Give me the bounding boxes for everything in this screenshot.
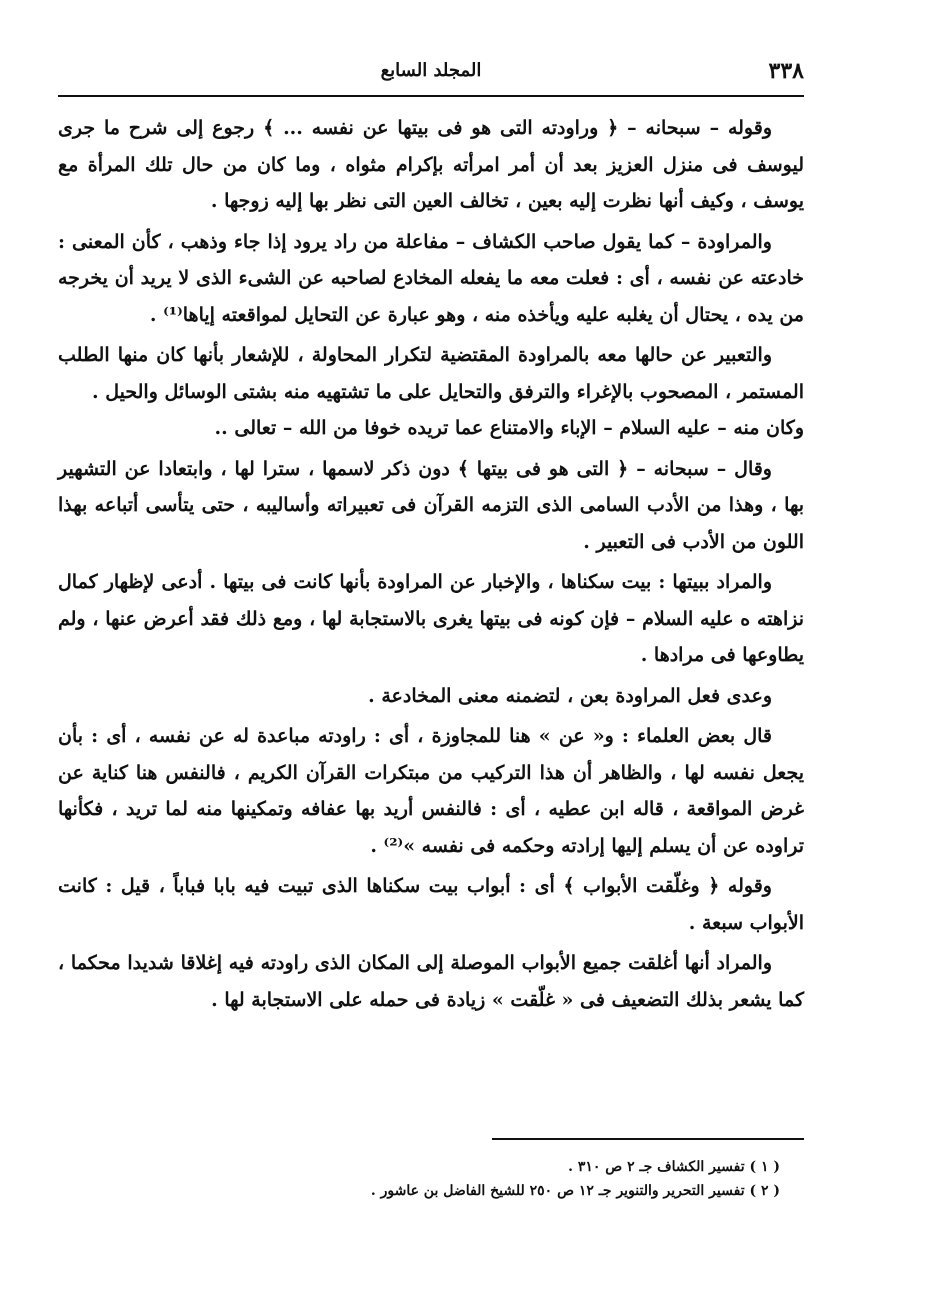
footnotes xyxy=(58,1155,804,1203)
paragraph: والمراد ببيتها : بيت سكناها ، والإخبار عن المراودة بأنها كانت فى بيتها . أدعى لإظهار كمال نزاهته ه عليه السلام – فإن كونه فى بيتها يغرى بالاستجابة لها ، ومع ذلك فقد أعرض عنها ، ولم يطاوعها فى مرادها . xyxy=(58,571,804,666)
footnote-rule xyxy=(492,1138,804,1140)
paragraph: وقال – سبحانه – ﴿ التى هو فى بيتها ﴾ دون ذكر لاسمها ، سترا لها ، وابتعادا عن التشهير بها ، وهذا من الأدب السامى الذى التزمه القرآن فى تعبيراته وأساليبه ، حتى يتأسى أتباعه بهذا اللون من الأدب فى التعبير . xyxy=(58,457,804,553)
paragraph: والمراد أنها أغلقت جميع الأبواب الموصلة إلى المكان الذى راودته فيه إغلاقا شديدا محكما ، كما يشعر بذلك التضعيف فى « غلّقت » زيادة فى حمله على الاستجابة لها . xyxy=(58,952,804,1011)
running-head: المجلد السابع xyxy=(380,60,482,81)
header-rule xyxy=(58,95,804,97)
paragraph: والتعبير عن حالها معه بالمراودة المقتضية لتكرار المحاولة ، للإشعار بأنها كان منها الطلب المستمر ، المصحوب بالإغراء والترفق والتحايل على ما تشتهيه منه بشتى الوسائل والحيل . xyxy=(58,344,804,403)
paragraph: وعدى فعل المراودة بعن ، لتضمنه معنى المخادعة . xyxy=(368,684,772,707)
footnote-1: ( ١ ) تفسير الكشاف جـ ٢ ص ٣١٠ . xyxy=(568,1159,780,1175)
page-number: ٣٣٨ xyxy=(768,58,804,84)
paragraph: قال بعض العلماء : و« عن » هنا للمجاوزة ، أى : راودته مباعدة له عن نفسه ، أى : بأن يجعل نفسه لها ، والظاهر أن هذا التركيب من مبتكرات القرآن الكريم ، فالنفس هنا كناية عن غرض المواقعة ، قاله ابن عطيه ، أى : فالنفس أريد بها عفافه وتمكينها منه لما تريد ، فكأنها تراوده عن أن يسلم إليها إرادته وحكمه فى نفسه »⁽²⁾ . xyxy=(58,725,804,857)
paragraph: وقوله – سبحانه – ﴿ وراودته التى هو فى بيتها عن نفسه ... ﴾ رجوع إلى شرح ما جرى ليوسف فى منزل العزيز بعد أن أمر امرأته بإكرام مثواه ، وما كان من حال تلك المرأة مع يوسف ، وكيف أنها نظرت إليه بعين ، تخالف العين التى نظر بها إليه زوجها . xyxy=(58,117,804,212)
paragraph: وكان منه – عليه السلام – الإباء والامتناع عما تريده خوفا من الله – تعالى .. xyxy=(214,417,804,439)
paragraph: والمراودة – كما يقول صاحب الكشاف – مفاعلة من راد يرود إذا جاء وذهب ، كأن المعنى : خادعته عن نفسه ، أى : فعلت معه ما يفعله المخادع لصاحبه عن الشىء الذى لا يريد أن يخرجه من يده ، يحتال أن يغلبه عليه ويأخذه منه ، وهو عبارة عن التحايل لمواقعته إياها⁽¹⁾ . xyxy=(58,230,804,326)
body-text xyxy=(58,110,804,1018)
page-header xyxy=(58,58,804,92)
paragraph: وقوله ﴿ وغلّقت الأبواب ﴾ أى : أبواب بيت سكناها الذى تبيت فيه بابا فباباً ، قيل : كانت الأبواب سبعة . xyxy=(58,875,804,934)
footnote-2: ( ٢ ) تفسير التحرير والتنوير جـ ١٢ ص ٢٥٠ للشيخ الفاضل بن عاشور . xyxy=(370,1183,780,1199)
